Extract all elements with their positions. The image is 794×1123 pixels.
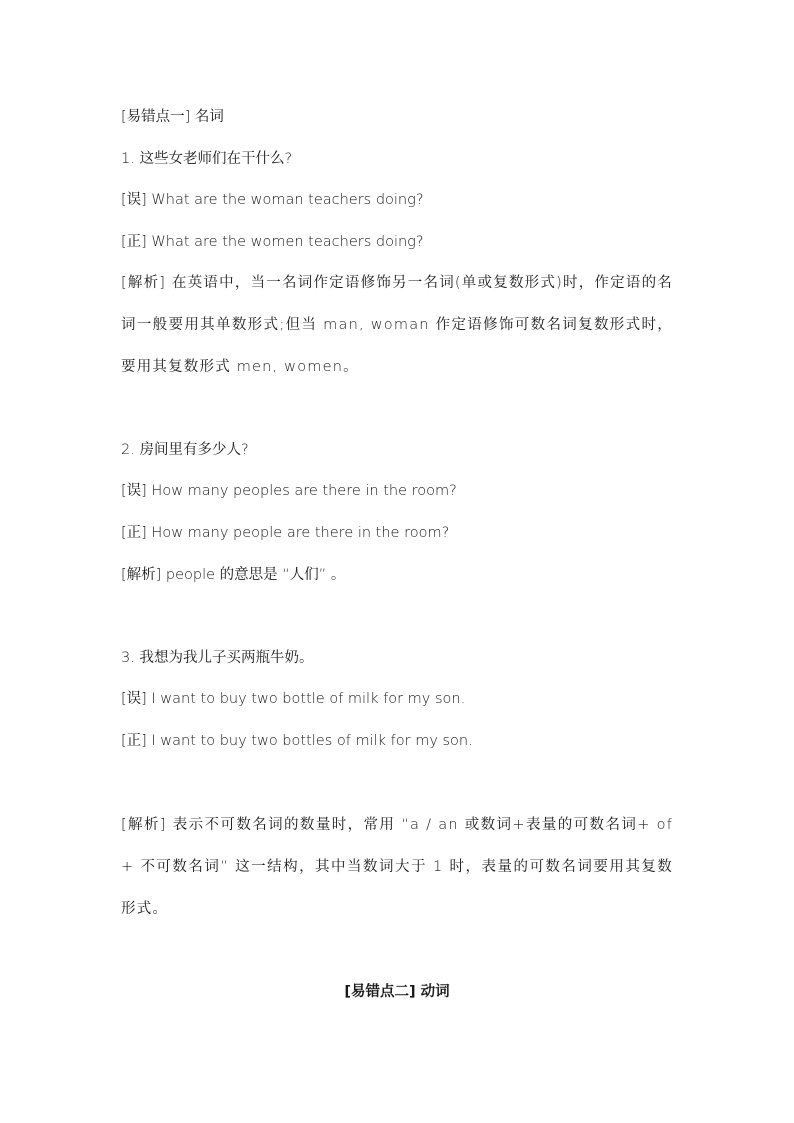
wrong-sentence-3: [误] I want to buy two bottle of milk for my son. — [121, 691, 466, 707]
question-1: 1. 这些女老师们在干什么? — [121, 151, 293, 167]
wrong-sentence-2: [误] How many peoples are there in the room? — [121, 483, 457, 499]
question-2: 2. 房间里有多少人? — [121, 442, 249, 458]
question-3: 3. 我想为我儿子买两瓶牛奶。 — [121, 650, 314, 666]
wrong-sentence-1: [误] What are the woman teachers doing? — [121, 192, 424, 208]
section-heading-verbs: [易错点二] 动词 — [344, 984, 450, 1000]
correct-sentence-3: [正] I want to buy two bottles of milk for my son. — [121, 733, 473, 749]
analysis-1: [解析] 在英语中，当一名词作定语修饰另一名词(单或复数形式)时，作定语的名词一般要用其单数形式;但当 man, woman 作定语修饰可数名词复数形式时，要用其复数形式 men, women。 — [121, 275, 673, 375]
correct-sentence-2: [正] How many people are there in the room? — [121, 525, 450, 541]
correct-sentence-1: [正] What are the women teachers doing? — [121, 234, 424, 250]
analysis-2: [解析] people 的意思是 “人们” 。 — [121, 567, 346, 583]
analysis-3: [解析] 表示不可数名词的数量时，常用 “a / an 或数词+表量的可数名词+ of + 不可数名词” 这一结构，其中当数词大于 1 时，表量的可数名词要用其复数形式。 — [121, 817, 673, 917]
section-heading-nouns: [易错点一] 名词 — [121, 109, 224, 125]
